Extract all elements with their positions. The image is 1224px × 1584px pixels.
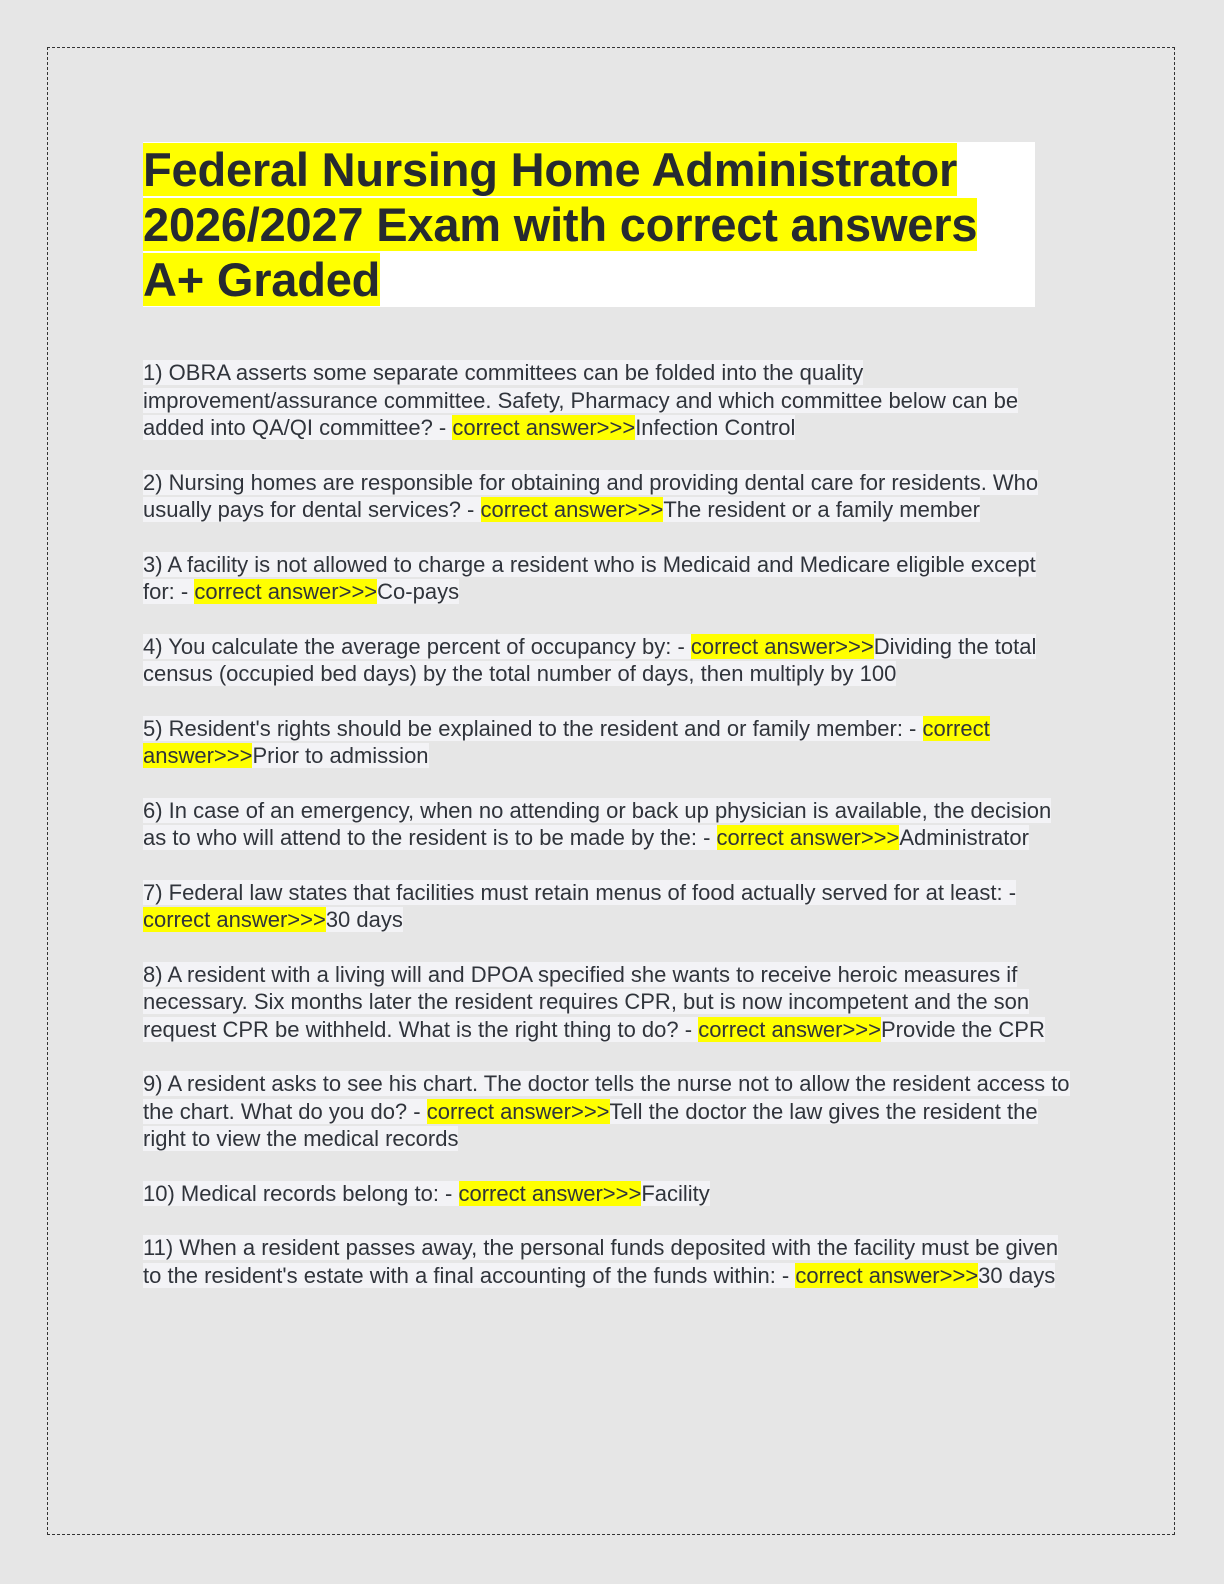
answer-text: Facility <box>641 1180 710 1206</box>
question-text: 11) When a resident passes away, the personal funds deposited with the facility must be given to the resident's estate with a final accounting of the funds within: - <box>143 1235 1059 1288</box>
answer-marker: correct answer>>> <box>698 1016 881 1042</box>
qa-item <box>143 797 1073 852</box>
answer-text: Prior to admission <box>252 743 429 768</box>
title-line: 2026/2027 Exam with correct answers <box>143 198 978 251</box>
answer-marker: correct answer>>> <box>716 825 900 850</box>
question-text: 4) You calculate the average percent of occupancy by: - <box>143 633 691 659</box>
question-text: 6) In case of an emergency, when no attending or back up physician is available, the decision as to who will attend to the resident is to be made by the: - <box>143 797 1052 850</box>
qa-item <box>143 879 1073 934</box>
title-line: Federal Nursing Home Administrator <box>143 143 958 196</box>
answer-marker: correct answer>>> <box>458 1180 642 1206</box>
answer-text: Infection Control <box>635 415 796 440</box>
answer-text: Provide the CPR <box>881 1016 1045 1042</box>
answer-marker: correct answer>>> <box>143 715 990 768</box>
qa-item <box>143 961 1073 1044</box>
answer-text: Administrator <box>899 825 1029 850</box>
answer-text: Dividing the total census (occupied bed days) by the total number of days, then multiply by 100 <box>143 633 1037 686</box>
answer-marker: correct answer>>> <box>690 633 874 659</box>
question-text: 1) OBRA asserts some separate committees can be folded into the quality improvement/assurance committee. Safety, Pharmacy and which committee below can be added into QA/QI committee? - <box>143 360 1019 440</box>
title-block <box>143 142 1035 307</box>
answer-text: 30 days <box>325 907 403 932</box>
question-text: 9) A resident asks to see his chart. The doctor tells the nurse not to allow the resident access to the chart. What do you do? - <box>143 1071 1070 1124</box>
qa-item <box>143 469 1073 524</box>
answer-marker: correct answer>>> <box>795 1262 979 1288</box>
question-text: 3) A facility is not allowed to charge a resident who is Medicaid and Medicare eligible except for: - <box>143 551 1036 604</box>
question-text: 7) Federal law states that facilities must retain menus of food actually served for at least: - <box>143 879 1017 905</box>
qa-item <box>143 1234 1073 1289</box>
question-text: 2) Nursing homes are responsible for obtaining and providing dental care for residents. Who usually pays for dental services? - <box>143 469 1039 522</box>
answer-marker: correct answer>>> <box>452 415 636 440</box>
qa-item <box>143 1070 1073 1153</box>
document-body <box>143 142 1073 1316</box>
answer-marker: correct answer>>> <box>426 1098 610 1124</box>
qa-item <box>143 1180 1073 1208</box>
answer-text: 30 days <box>978 1262 1056 1288</box>
qa-item <box>143 359 1073 442</box>
answer-marker: correct answer>>> <box>480 497 664 522</box>
question-text: 8) A resident with a living will and DPOA specified she wants to receive heroic measures if necessary. Six months later the resident requires CPR, but is now incompetent and the son request CPR be withheld. What is the right thing to do? - <box>143 961 1030 1042</box>
answer-marker: correct answer>>> <box>143 907 326 932</box>
qa-list <box>143 359 1073 1289</box>
document-title <box>143 142 1035 307</box>
qa-item <box>143 715 1073 770</box>
question-text: 5) Resident's rights should be explained to the resident and or family member: - <box>143 715 923 741</box>
answer-text: The resident or a family member <box>663 497 980 522</box>
answer-text: Tell the doctor the law gives the resident the right to view the medical records <box>143 1098 1038 1151</box>
qa-item <box>143 551 1073 606</box>
answer-marker: correct answer>>> <box>194 579 378 604</box>
answer-text: Co-pays <box>377 579 460 604</box>
question-text: 10) Medical records belong to: - <box>143 1180 459 1206</box>
qa-item <box>143 633 1073 688</box>
title-line: A+ Graded <box>143 253 381 306</box>
